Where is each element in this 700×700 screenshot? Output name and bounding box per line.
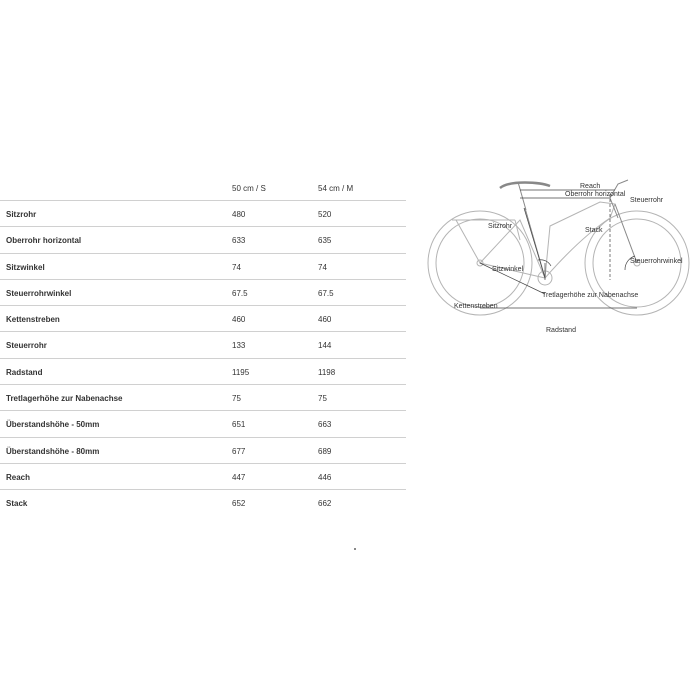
- table-row: [0, 410, 406, 436]
- table-header: [0, 174, 406, 200]
- table-row: [0, 437, 406, 463]
- cell-size-m: 663: [318, 420, 332, 430]
- label-oberrohr-horizontal: Oberrohr horizontal: [565, 191, 626, 198]
- table-row: [0, 358, 406, 384]
- cell-size-m: 1198: [318, 367, 336, 377]
- table-row: [0, 463, 406, 489]
- row-label: Überstandshöhe - 50mm: [6, 420, 100, 430]
- cell-size-s: 651: [232, 420, 246, 430]
- table-row: [0, 200, 406, 226]
- cell-size-m: 446: [318, 472, 332, 482]
- column-header-size-s: 50 cm / S: [232, 184, 266, 193]
- label-kettenstreben: Kettenstreben: [454, 303, 498, 310]
- cell-size-m: 689: [318, 446, 332, 456]
- main-frame: [545, 202, 615, 278]
- cell-size-s: 652: [232, 499, 246, 509]
- cell-size-s: 67.5: [232, 288, 248, 298]
- table-row: [0, 226, 406, 252]
- table-row: [0, 489, 406, 515]
- label-sitzwinkel: Sitzwinkel: [492, 266, 524, 273]
- row-label: Sitzwinkel: [6, 262, 45, 272]
- cell-size-m: 662: [318, 499, 332, 509]
- saddle: [500, 183, 550, 189]
- table-row: [0, 253, 406, 279]
- cell-size-m: 635: [318, 236, 332, 246]
- label-steuerrohrwinkel: Steuerrohrwinkel: [630, 258, 683, 265]
- table-row: [0, 279, 406, 305]
- table-row: [0, 331, 406, 357]
- row-label: Kettenstreben: [6, 315, 60, 325]
- cell-size-m: 74: [318, 262, 327, 272]
- stray-dot: [354, 548, 356, 550]
- row-label: Oberrohr horizontal: [6, 236, 82, 246]
- row-label: Reach: [6, 472, 31, 482]
- cell-size-m: 75: [318, 394, 327, 404]
- cell-size-s: 133: [232, 341, 246, 351]
- cell-size-s: 677: [232, 446, 246, 456]
- label-reach: Reach: [580, 183, 601, 190]
- row-label: Überstandshöhe - 80mm: [6, 446, 100, 456]
- label-tretlagerhoehe: Tretlagerhöhe zur Nabenachse: [542, 292, 639, 299]
- geometry-table: [0, 174, 406, 516]
- cell-size-m: 144: [318, 341, 332, 351]
- cell-size-s: 460: [232, 315, 246, 325]
- cell-size-m: 67.5: [318, 288, 334, 298]
- column-header-size-m: 54 cm / M: [318, 184, 354, 193]
- cell-size-s: 447: [232, 472, 246, 482]
- label-radstand: Radstand: [546, 327, 576, 334]
- cell-size-s: 75: [232, 394, 241, 404]
- bike-geometry-diagram: [420, 168, 700, 340]
- row-label: Radstand: [6, 367, 43, 377]
- cell-size-s: 1195: [232, 367, 250, 377]
- row-label: Steuerrohrwinkel: [6, 288, 72, 298]
- label-steuerrohr: Steuerrohr: [630, 197, 664, 204]
- table-row: [0, 384, 406, 410]
- cell-size-s: 633: [232, 236, 246, 246]
- label-sitzrohr: Sitzrohr: [488, 223, 513, 230]
- row-label: Steuerrohr: [6, 341, 47, 351]
- row-label: Tretlagerhöhe zur Nabenachse: [6, 394, 123, 404]
- row-label: Stack: [6, 499, 28, 509]
- cell-size-m: 520: [318, 210, 332, 219]
- table-row: [0, 305, 406, 331]
- sitzrohr-line: [524, 208, 545, 278]
- cell-size-m: 460: [318, 315, 332, 325]
- cell-size-s: 480: [232, 210, 246, 219]
- fork-and-head-tube: [610, 198, 637, 263]
- label-stack: Stack: [585, 227, 603, 234]
- cell-size-s: 74: [232, 262, 241, 272]
- row-label: Sitzrohr: [6, 210, 37, 219]
